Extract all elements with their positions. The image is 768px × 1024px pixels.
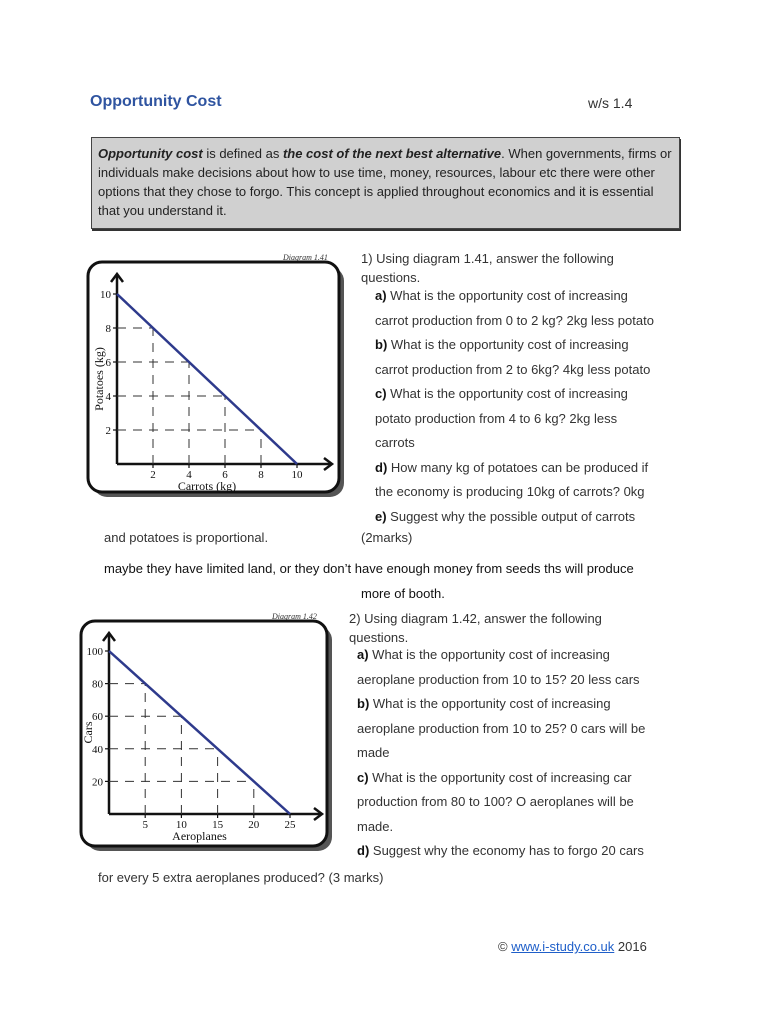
q2-intro: 2) Using diagram 1.42, answer the following questions. bbox=[349, 611, 602, 645]
d141-frame bbox=[88, 262, 339, 492]
worksheet-ref: w/s 1.4 bbox=[588, 95, 633, 111]
d141-y-axis-label: Potatoes (kg) bbox=[92, 347, 106, 411]
q2-b-text: What is the opportunity cost of increasing bbox=[369, 696, 611, 711]
q1-a-label: a) bbox=[375, 288, 387, 303]
definition-emphasis: the cost of the next best alternative bbox=[282, 146, 502, 161]
d142-ytick-label-40: 40 bbox=[92, 743, 103, 756]
q1-a-text: What is the opportunity cost of increasing bbox=[386, 288, 628, 303]
q2-c-label: c) bbox=[357, 769, 369, 785]
q1-e-continuation: and potatoes is proportional. bbox=[104, 530, 269, 545]
definition-text-2: . When governments, firms or individuals make decisions about how to use time, money, resources, labour etc there were other options that they chose to forgo. This concept is applied throughout economics and it is essential that you understand it. bbox=[98, 146, 672, 218]
diagram-1-42-label: Diagram 1.42 bbox=[272, 612, 317, 621]
footer-copyright bbox=[498, 939, 647, 954]
d142-xtick-label-10: 10 bbox=[175, 819, 187, 831]
q1-e-marks: (2marks) bbox=[361, 530, 413, 545]
q1-b-text: What is the opportunity cost of increasing bbox=[387, 337, 629, 352]
q1-c-text: What is the opportunity cost of increasing bbox=[386, 386, 628, 401]
q2-d-label: d) bbox=[357, 843, 370, 858]
d142-xtick-label-15: 15 bbox=[212, 819, 224, 831]
definition-text-1: is defined as bbox=[202, 146, 283, 161]
q1-sub-questions bbox=[375, 284, 675, 529]
q2-c-text-3: made. bbox=[357, 818, 394, 834]
d141-ytick-label-8: 8 bbox=[105, 323, 111, 335]
q2-a-text: What is the opportunity cost of increasing bbox=[368, 647, 610, 662]
q1-c-text-3: carrots bbox=[375, 435, 415, 450]
q1-answer-line-1: maybe they have limited land, or they don’t have enough money from seeds ths will produce bbox=[104, 561, 634, 576]
d141-xtick-label-10: 10 bbox=[291, 469, 303, 481]
q2-d-text: Suggest why the economy has to forgo 20 cars bbox=[369, 843, 644, 858]
q2-b-text-2: aeroplane production from 10 to 25? 0 cars will be bbox=[357, 720, 646, 736]
q1-d-label: d) bbox=[375, 459, 388, 475]
q2-d-continuation: for every 5 extra aeroplanes produced? (3 marks) bbox=[98, 870, 384, 885]
d142-y-axis-label: Cars bbox=[81, 721, 95, 744]
d142-ytick-label-100: 100 bbox=[86, 646, 103, 658]
d141-ytick-label-10: 10 bbox=[100, 289, 111, 301]
d141-x-axis-label: Carrots (kg) bbox=[177, 479, 237, 493]
diagram-1-41-chart bbox=[80, 252, 355, 507]
q1-c-label: c) bbox=[375, 386, 387, 401]
q1-d-text: How many kg of potatoes can be produced if bbox=[387, 459, 649, 475]
q2-c-text: What is the opportunity cost of increasing car bbox=[368, 769, 632, 785]
d141-ytick-label-6: 6 bbox=[105, 357, 111, 369]
d141-xtick-label-6: 6 bbox=[222, 469, 228, 481]
q1-b-label: b) bbox=[375, 337, 388, 352]
q1-c-text-2: potato production from 4 to 6 kg? 2kg less bbox=[375, 410, 618, 426]
q2-sub-questions bbox=[357, 643, 667, 864]
q2-c-text-2: production from 80 to 100? O aeroplanes will be bbox=[357, 794, 634, 809]
definition-term: Opportunity cost bbox=[98, 146, 203, 161]
q1-answer-line-2: more of booth. bbox=[361, 586, 445, 601]
d142-ytick-label-80: 80 bbox=[92, 678, 103, 691]
q2-b-label: b) bbox=[357, 696, 370, 711]
q1-a-text-2: carrot production from 0 to 2 kg? 2kg less potato bbox=[375, 312, 654, 328]
footer-link[interactable]: www.i-study.co.uk bbox=[511, 939, 615, 954]
page-title: Opportunity Cost bbox=[90, 93, 222, 110]
d142-x-axis-label: Aeroplanes bbox=[172, 829, 227, 843]
q2-a-label: a) bbox=[357, 647, 369, 662]
d141-xtick-label-4: 4 bbox=[186, 469, 192, 481]
copyright-symbol: © bbox=[498, 939, 508, 954]
q2-a-text-2: aeroplane production from 10 to 15? 20 less cars bbox=[357, 671, 640, 687]
d142-ytick-label-20: 20 bbox=[92, 776, 103, 789]
q1-b-text-2: carrot production from 2 to 6kg? 4kg less potato bbox=[375, 361, 651, 377]
q2-b-text-3: made bbox=[357, 745, 390, 760]
d142-frame bbox=[81, 621, 327, 846]
diagram-1-42-chart bbox=[76, 611, 346, 859]
q1-d-text-2: the economy is producing 10kg of carrots? 0kg bbox=[375, 484, 645, 499]
d141-xtick-label-2: 2 bbox=[150, 469, 156, 481]
d142-xtick-label-20: 20 bbox=[248, 819, 260, 831]
q1-intro: 1) Using diagram 1.41, answer the following questions. bbox=[361, 251, 614, 285]
d142-xtick-label-25: 25 bbox=[284, 819, 296, 831]
q1-e-text: Suggest why the possible output of carrots bbox=[386, 508, 636, 524]
q1-e-label: e) bbox=[375, 508, 387, 524]
d141-xtick-label-8: 8 bbox=[258, 469, 264, 481]
diagram-1-41-label: Diagram 1.41 bbox=[283, 253, 328, 262]
d142-xtick-label-5: 5 bbox=[142, 819, 148, 831]
d141-ytick-label-4: 4 bbox=[105, 391, 111, 403]
footer-year: 2016 bbox=[617, 939, 647, 954]
d141-ytick-label-2: 2 bbox=[105, 425, 111, 437]
d142-ytick-label-60: 60 bbox=[92, 711, 103, 724]
definition-box bbox=[91, 137, 680, 229]
